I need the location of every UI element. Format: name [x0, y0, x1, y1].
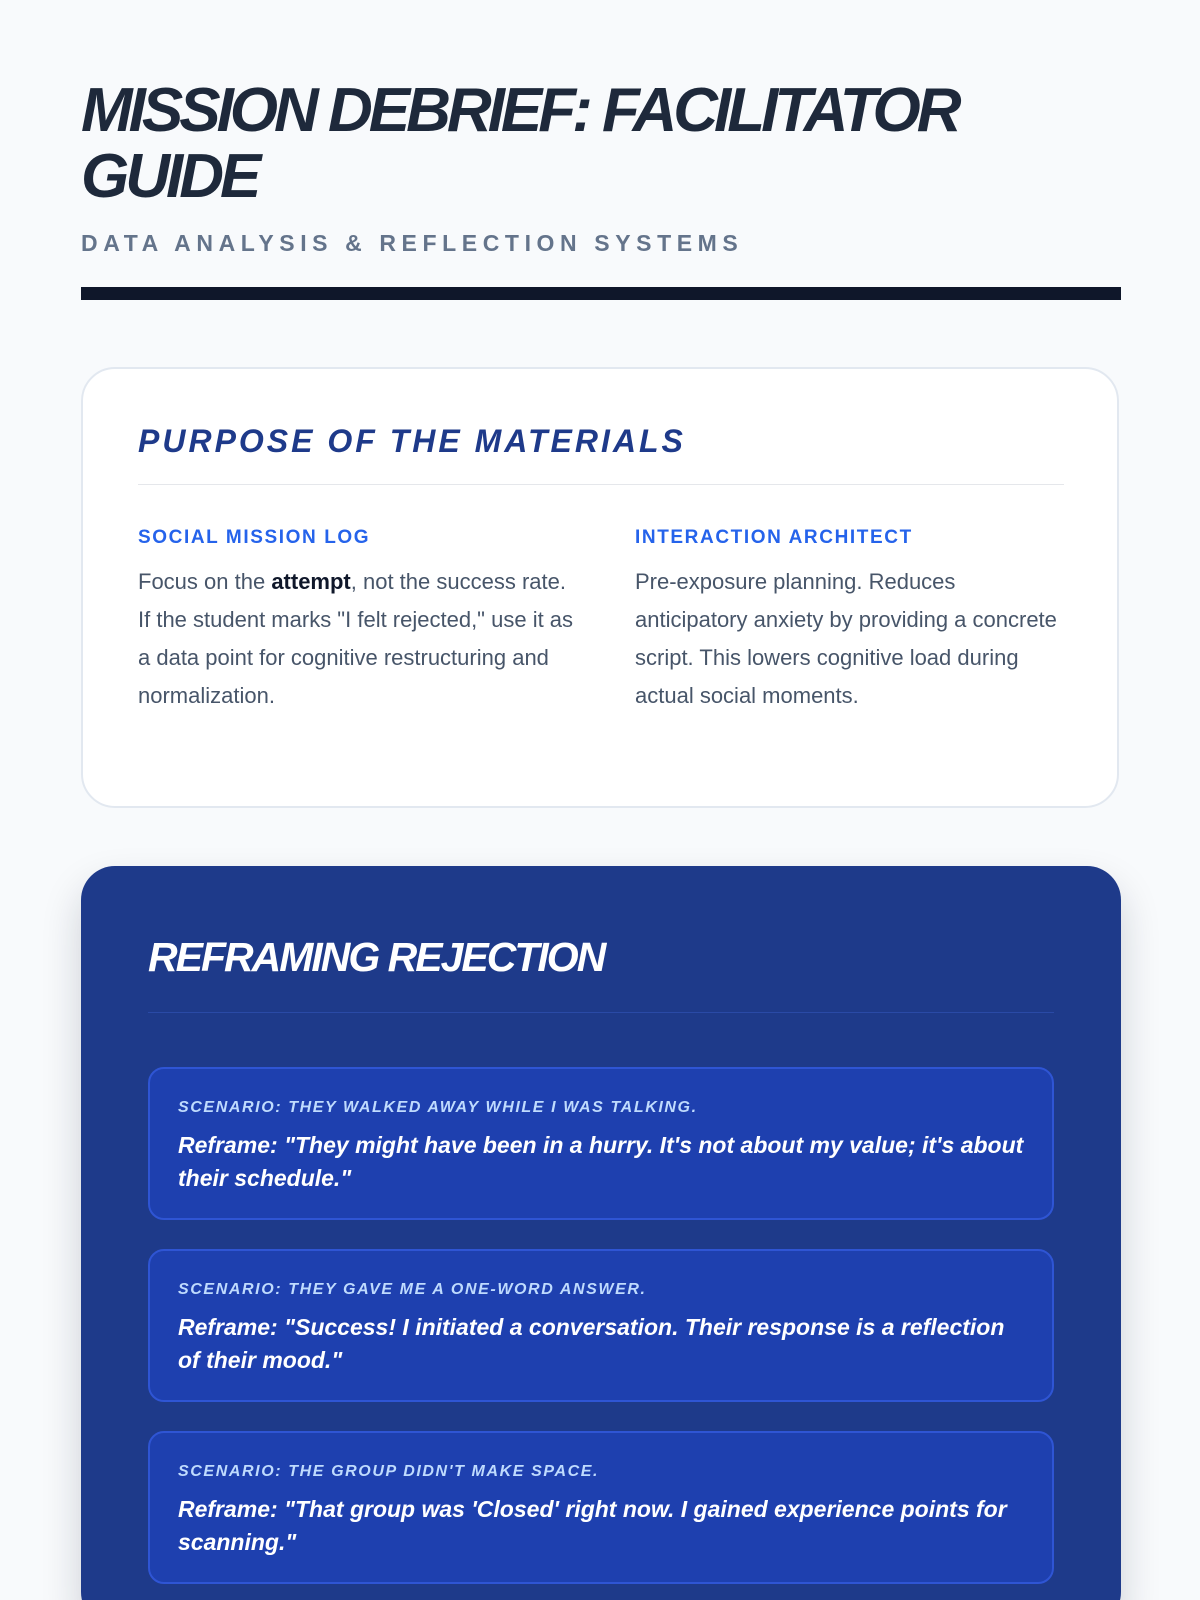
scenario-label: SCENARIO: THEY GAVE ME A ONE-WORD ANSWER. [178, 1281, 647, 1298]
interaction-architect-heading: INTERACTION ARCHITECT [635, 527, 913, 548]
scenario-label: SCENARIO: THEY WALKED AWAY WHILE I WAS TALKING. [178, 1099, 698, 1116]
interaction-architect-text: Pre-exposure planning. Reduces anticipatory anxiety by providing a concrete script. This lowers cognitive load during actual social moments. [635, 569, 1057, 708]
purpose-card [81, 367, 1119, 808]
page-subtitle: DATA ANALYSIS & REFLECTION SYSTEMS [81, 230, 744, 256]
header-divider [81, 287, 1121, 300]
scenario-card [148, 1249, 1054, 1402]
purpose-title: PURPOSE OF THE MATERIALS [138, 423, 686, 459]
social-mission-log-text-end: , not the success rate. If the student marks "I felt rejected," use it as a data point for cognitive restructuring and normalization. [138, 569, 574, 708]
social-mission-log-column [138, 527, 578, 715]
social-mission-log-heading: SOCIAL MISSION LOG [138, 527, 371, 548]
interaction-architect-column [635, 527, 1060, 715]
scenario-label: SCENARIO: THE GROUP DIDN'T MAKE SPACE. [178, 1463, 600, 1480]
page-header [81, 78, 1121, 210]
attempt-emphasis: attempt [271, 569, 351, 594]
scenario-reframe: Reframe: "That group was 'Closed' right now. I gained experience points for scanning." [178, 1496, 1007, 1555]
page-title: MISSION DEBRIEF: FACILITATOR GUIDE [81, 76, 958, 211]
social-mission-log-text-start: Focus on the [138, 569, 272, 594]
reframing-card [81, 866, 1121, 1600]
reframing-divider [148, 1012, 1054, 1013]
scenario-reframe: Reframe: "They might have been in a hurry. It's not about my value; it's about their schedule." [178, 1132, 1024, 1191]
reframing-title: REFRAMING REJECTION [148, 934, 605, 980]
scenario-card [148, 1067, 1054, 1220]
scenario-reframe: Reframe: "Success! I initiated a conversation. Their response is a reflection of their mood." [178, 1314, 1005, 1373]
scenario-card [148, 1431, 1054, 1584]
purpose-divider [138, 484, 1064, 485]
social-mission-log-text [138, 563, 578, 715]
